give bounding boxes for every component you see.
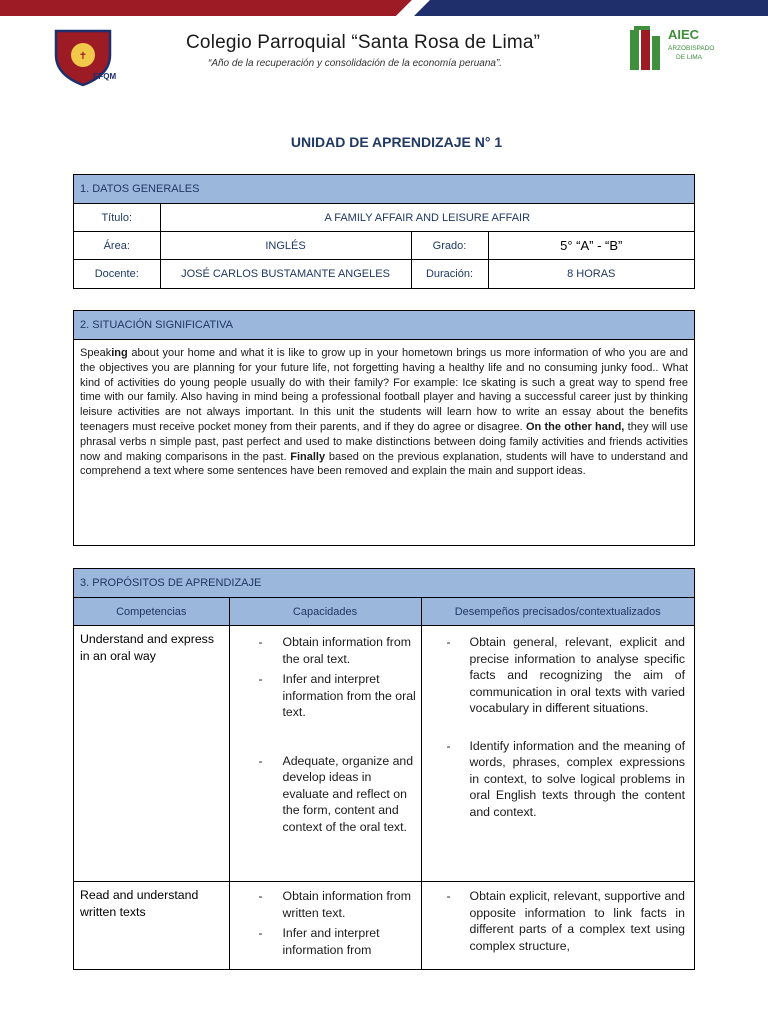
propositos-heading: 3. PROPÓSITOS DE APRENDIZAJE [74, 569, 694, 598]
list-item: - Infer and interpret information from the oral text. [231, 671, 420, 721]
svg-text:✝: ✝ [78, 51, 88, 62]
situacion-paragraph: Speaking about your home and what it is like to grow up in your hometown brings us more information of who you are and the objectives you are planning for your future life, not forgetting having a healthy life and no consuming junky food.. What kind of activities do young people usually do with their family? For example: Ice skating is such a great way to spend free time with our family. Also having in mind being a professional football player and having a successful career just by thinking leisure activities are not always important. In this unit the students will learn how to write an essay about the benefits teenagers must receive pocket money from their parents, and if they do agree or disagree. On the other hand, they will use phrasal verbs n simple past, past perfect and used to make distinctions between doing family activities and friends activities now and making comparisons in the past. Finally based on the previous explanation, students will have to understand and comprehend a text where some sentences have been removed and explain the main and support ideas. [80, 347, 688, 478]
titulo-label: Título: [74, 204, 160, 232]
list-item: - Obtain explicit, relevant, supportive and opposite information to link facts in different parts of a complex text using complex structure, [423, 888, 694, 954]
list-item: - Identify information and the meaning of words, phrases, complex expressions in context, to solve logical problems in oral English texts through the content and context. [423, 738, 694, 821]
document-title: UNIDAD DE APRENDIZAJE N° 1 [290, 134, 503, 150]
propositos-section [73, 568, 695, 970]
situacion-section [73, 310, 695, 546]
desempenos-cell [421, 626, 694, 882]
titulo-value: A FAMILY AFFAIR AND LEISURE AFFAIR [160, 204, 694, 232]
situacion-heading: 2. SITUACIÓN SIGNIFICATIVA [74, 311, 694, 340]
competencia-cell: Read and understand written texts [74, 882, 229, 970]
school-motto: “Año de la recuperación y consolidación de la economía peruana”. [208, 58, 503, 69]
duracion-label: Duración: [411, 260, 488, 288]
col-competencias: Competencias [74, 598, 229, 626]
grado-value: 5° “A” - “B” [488, 232, 694, 260]
aiec-sub1: ARZOBISPADO [668, 45, 715, 52]
list-item: - Adequate, organize and develop ideas in evaluate and reflect on the form, content and context of the oral text. [231, 753, 420, 836]
docente-value: JOSÉ CARLOS BUSTAMANTE ANGELES [160, 260, 411, 288]
table-row [74, 882, 694, 970]
grado-label: Grado: [411, 232, 488, 260]
aiec-brand: AIEC [668, 27, 700, 42]
list-item: - Obtain information from the oral text. [231, 634, 420, 667]
header-stripe [0, 0, 768, 16]
area-label: Área: [74, 232, 160, 260]
duracion-value: 8 HORAS [488, 260, 694, 288]
table-row [74, 626, 694, 882]
capacidades-cell [229, 626, 421, 882]
desempenos-cell [421, 882, 694, 970]
area-value: INGLÉS [160, 232, 411, 260]
capacidades-cell [229, 882, 421, 970]
list-item: - Obtain general, relevant, explicit and precise information to analyse specific facts and recognizing the aim of communication in oral texts with varied vocabulary in different situations. [423, 634, 694, 717]
docente-label: Docente: [74, 260, 160, 288]
aiec-sub2: DE LIMA [676, 54, 703, 61]
list-item: - Obtain information from written text. [231, 888, 420, 921]
efqm-label: EFQM [93, 72, 117, 81]
datos-generales-section [73, 174, 695, 289]
col-capacidades: Capacidades [229, 598, 421, 626]
col-desempenos: Desempeños precisados/contextualizados [421, 598, 694, 626]
school-name: Colegio Parroquial “Santa Rosa de Lima” [186, 32, 541, 53]
competencia-cell: Understand and express in an oral way [74, 626, 229, 882]
datos-generales-heading: 1. DATOS GENERALES [74, 175, 694, 204]
list-item: - Infer and interpret information from [231, 925, 420, 958]
